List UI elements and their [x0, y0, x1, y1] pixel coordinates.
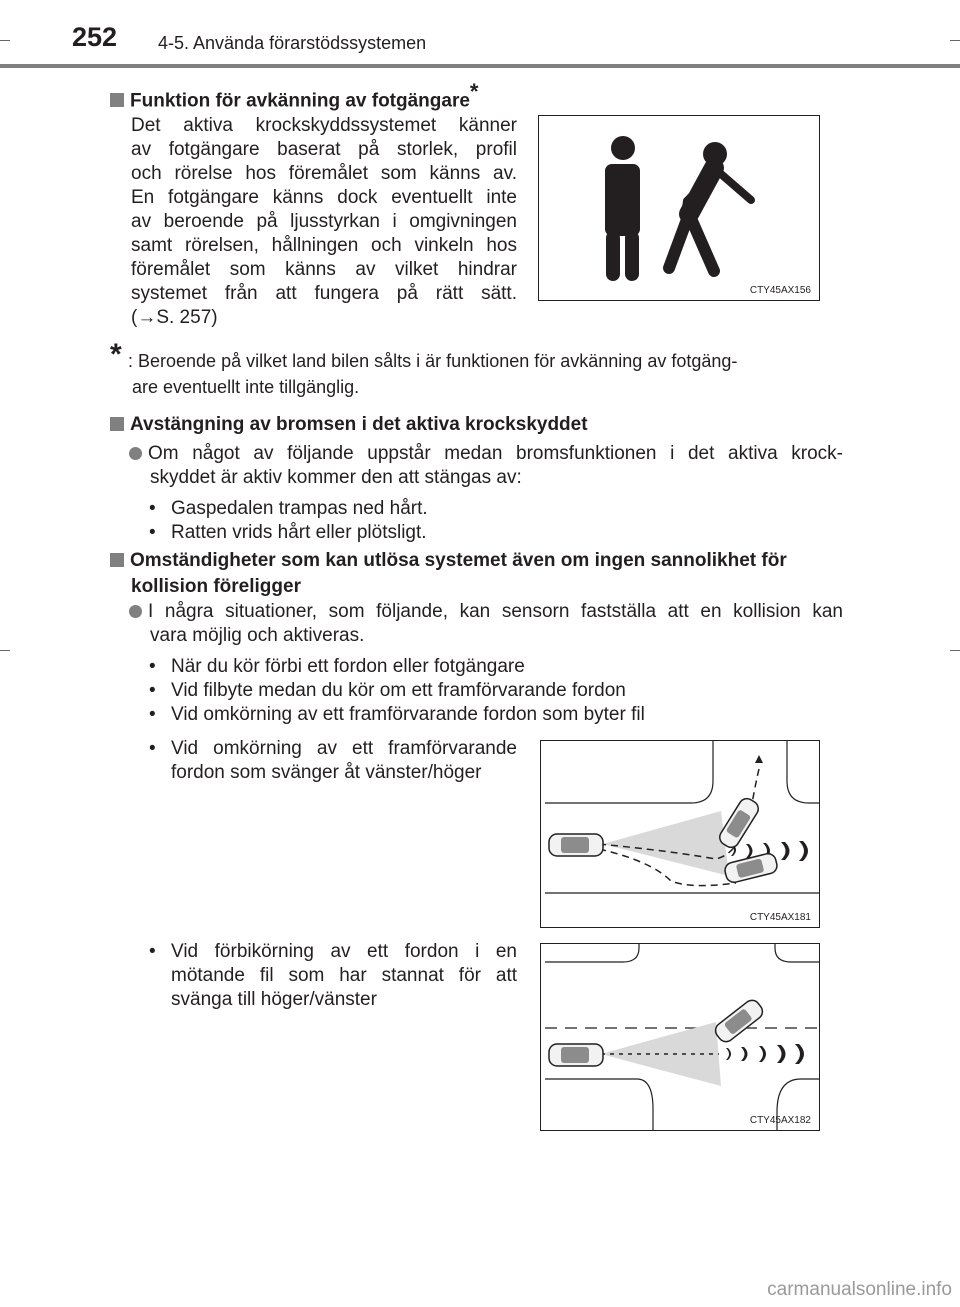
- figure-overtake-turning: [540, 740, 820, 928]
- fig2-bullet: • Vid förbikörning av ett fordon i en mötande fil som har stannat för att svänga till höger/vänster: [149, 941, 517, 1010]
- section-heading-pedestrian: Funktion för avkänning av fotgängare*: [110, 79, 478, 112]
- overtake-turning-illustration: [541, 741, 819, 927]
- list-item: • Gaspedalen trampas ned hårt.: [149, 498, 428, 519]
- standing-person-icon: [605, 136, 640, 281]
- figure-code: CTY45AX156: [749, 285, 811, 296]
- page-reference-link[interactable]: (→S. 257): [131, 307, 218, 328]
- section-heading-brake-off: Avstängning av bromsen i det aktiva krockskyddet: [110, 414, 588, 436]
- list-item: • När du kör förbi ett fordon eller fotgängare: [149, 656, 525, 677]
- false-activation-list: [149, 655, 645, 727]
- header-rule: [0, 64, 960, 68]
- pedestrian-paragraph: Det aktiva krockskyddssystemet känner av fotgängare baserat på storlek, profil och rörelse hos föremålet som känns av. En fotgängare känns dock eventuellt inte av beroende på ljusstyrkan i omgivningen samt rörelsen, hållningen och vinkeln hos föremålet som känns av vilket hindrar systemet från att fungera på rätt sätt. (→S. 257): [131, 115, 517, 328]
- oncoming-car-icon: [712, 997, 765, 1045]
- crop-mark: [0, 40, 10, 41]
- walking-person-icon: [669, 168, 751, 271]
- square-bullet-icon: [110, 417, 124, 431]
- footnote: * : Beroende på vilket land bilen sålts i är funktionen för avkänning av fotgäng- are eventuellt inte tillgänglig.: [110, 338, 738, 397]
- square-bullet-icon: [110, 93, 124, 107]
- crop-mark: [950, 650, 960, 651]
- section-heading-false-activation: Omständigheter som kan utlösa systemet även om ingen sannolikhet för kollision föreligger: [110, 548, 850, 600]
- list-item: • Vid filbyte medan du kör om ett framförvarande fordon: [149, 680, 626, 701]
- figure-oncoming-turning: [540, 943, 820, 1131]
- crop-mark: [950, 40, 960, 41]
- figure-pedestrians: [538, 115, 820, 301]
- page-number: 252: [72, 22, 118, 52]
- own-car-icon: [549, 1044, 603, 1066]
- round-bullet-icon: [129, 447, 142, 460]
- figure-code: CTY45AX181: [749, 912, 811, 923]
- own-car-icon: [549, 834, 603, 856]
- fig1-bullet: • Vid omkörning av ett framförvarande fordon som svänger åt vänster/höger: [149, 738, 517, 783]
- turning-car-icon: [717, 796, 762, 851]
- list-item: • Ratten vrids hårt eller plötsligt.: [149, 522, 427, 543]
- radar-wave-icon: [726, 1044, 804, 1064]
- pedestrian-illustration: [539, 116, 819, 300]
- false-activation-paragraph: I några situationer, som följande, kan sensorn fastställa att en kollision kan vara möjlig och aktiveras.: [131, 600, 843, 648]
- list-item: • Vid omkörning av ett framförvarande fordon som byter fil: [149, 704, 645, 725]
- crop-mark: [0, 650, 10, 651]
- square-bullet-icon: [110, 553, 124, 567]
- chapter-title: 4-5. Använda förarstödssystemen: [158, 33, 427, 53]
- brake-off-list: [149, 497, 428, 545]
- oncoming-turning-illustration: [541, 944, 819, 1130]
- figure-code: CTY45AX182: [749, 1115, 811, 1126]
- round-bullet-icon: [129, 605, 142, 618]
- brake-off-paragraph: Om något av följande uppstår medan bromsfunktionen i det aktiva krock- skyddet är aktiv kommer den att stängas av:: [131, 442, 843, 490]
- other-car-icon: [723, 852, 778, 884]
- watermark: carmanualsonline.info: [767, 1279, 952, 1300]
